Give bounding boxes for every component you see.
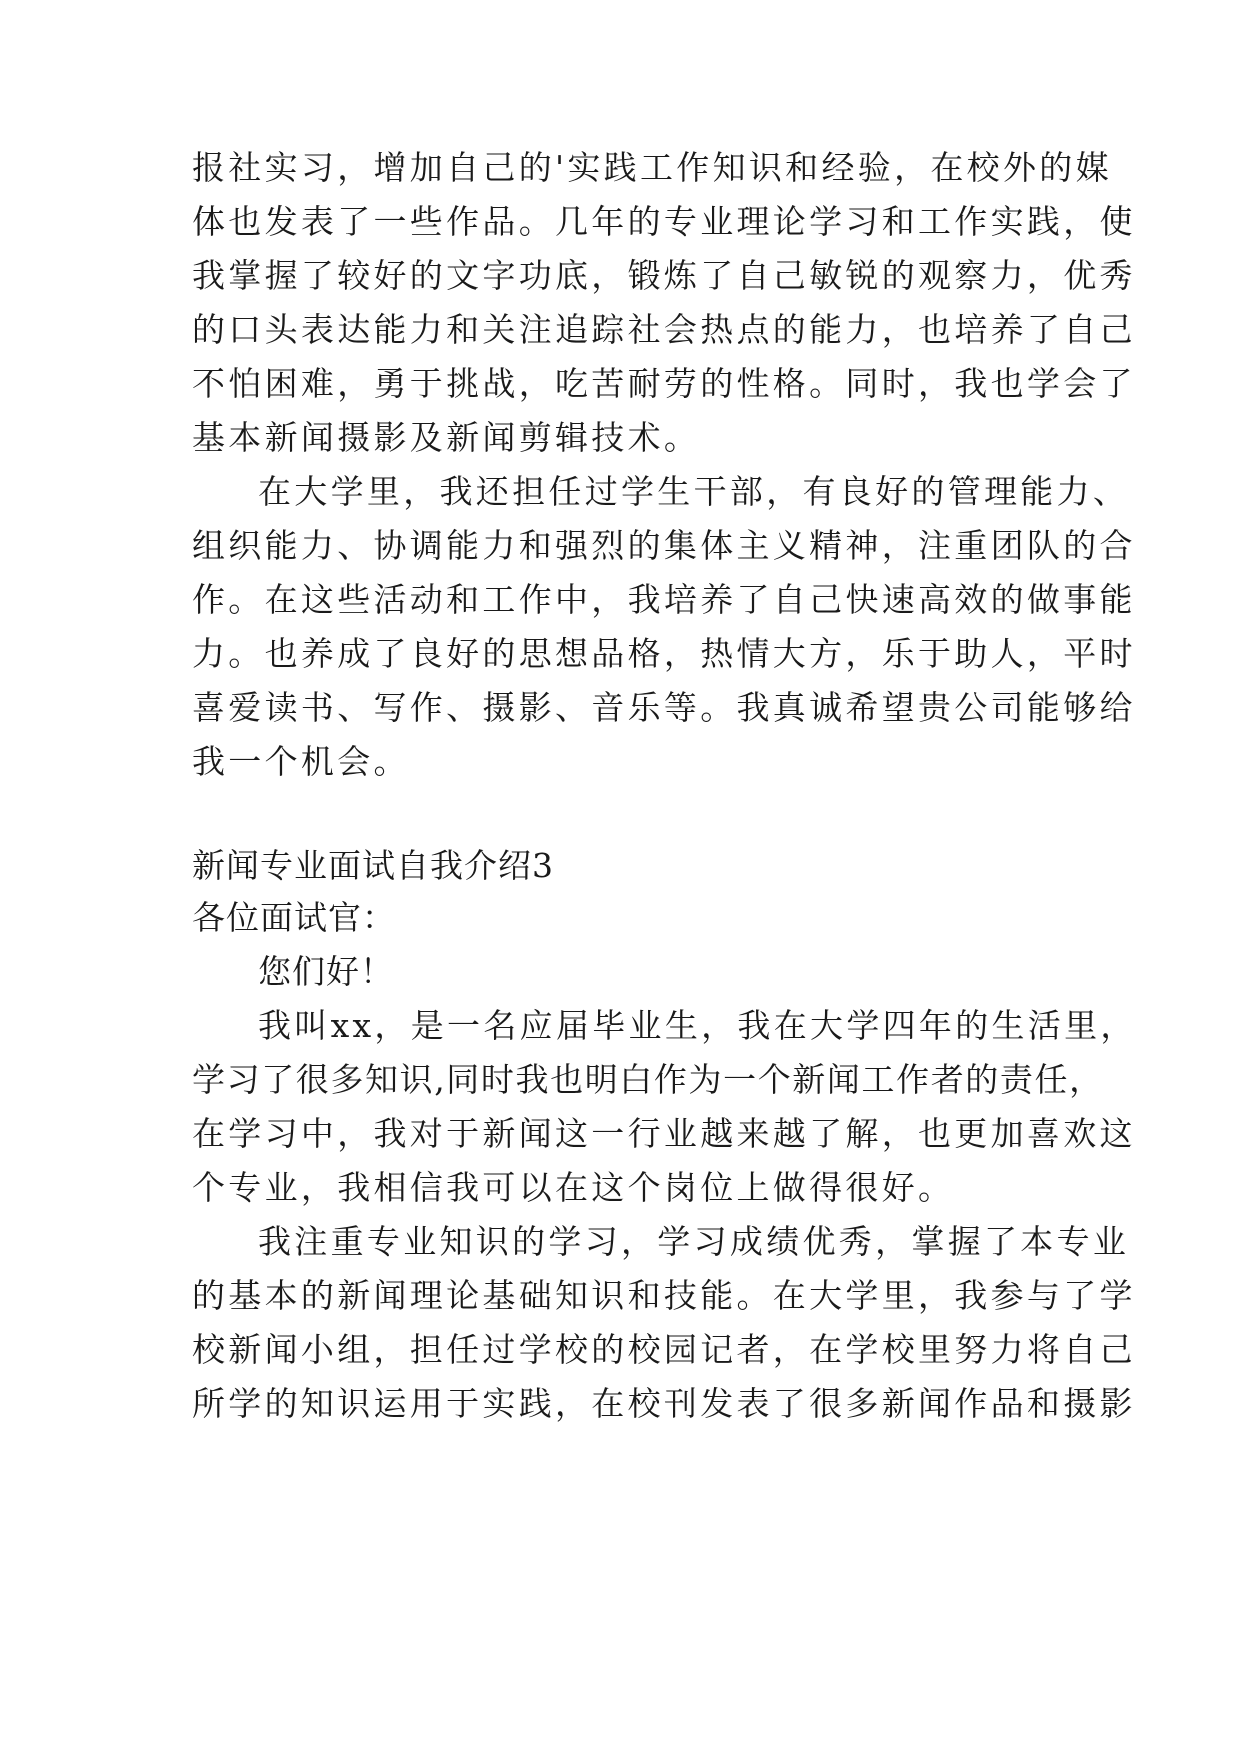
section-title: 新闻专业面试自我介绍3 bbox=[192, 846, 554, 885]
text-line: 在学习中，我对于新闻这一行业越来越了解，也更加喜欢这 bbox=[192, 1114, 1136, 1153]
text-line: 报社实习，增加自己的'实践工作知识和经验，在校外的媒 bbox=[192, 148, 1112, 187]
text-line: 我注重专业知识的学习，学习成绩优秀，掌握了本专业 bbox=[258, 1222, 1130, 1261]
text-line: 个专业，我相信我可以在这个岗位上做得很好。 bbox=[192, 1168, 955, 1207]
text-line: 力。也养成了良好的思想品格，热情大方，乐于助人，平时 bbox=[192, 634, 1136, 673]
text-line: 所学的知识运用于实践，在校刊发表了很多新闻作品和摄影 bbox=[192, 1384, 1136, 1423]
text-line: 我一个机会。 bbox=[192, 742, 410, 781]
text-line: 校新闻小组，担任过学校的校园记者，在学校里努力将自己 bbox=[192, 1330, 1136, 1369]
text-line: 喜爱读书、写作、摄影、音乐等。我真诚希望贵公司能够给 bbox=[192, 688, 1136, 727]
text-line: 学习了很多知识,同时我也明白作为一个新闻工作者的责任， bbox=[192, 1060, 1104, 1099]
text-line: 体也发表了一些作品。几年的专业理论学习和工作实践，使 bbox=[192, 202, 1136, 241]
text-line: 作。在这些活动和工作中，我培养了自己快速高效的做事能 bbox=[192, 580, 1136, 619]
text-line: 我掌握了较好的文字功底，锻炼了自己敏锐的观察力，优秀 bbox=[192, 256, 1136, 295]
text-line: 不怕困难，勇于挑战，吃苦耐劳的性格。同时，我也学会了 bbox=[192, 364, 1136, 403]
text-line: 基本新闻摄影及新闻剪辑技术。 bbox=[192, 418, 701, 457]
text-line: 组织能力、协调能力和强烈的集体主义精神，注重团队的合 bbox=[192, 526, 1136, 565]
text-line: 在大学里，我还担任过学生干部，有良好的管理能力、 bbox=[258, 472, 1130, 511]
greeting: 您们好！ bbox=[258, 952, 394, 991]
text-line: 我叫xx，是一名应届毕业生，我在大学四年的生活里， bbox=[258, 1006, 1137, 1045]
text-line: 的基本的新闻理论基础知识和技能。在大学里，我参与了学 bbox=[192, 1276, 1136, 1315]
salutation: 各位面试官： bbox=[192, 898, 396, 937]
text-line: 的口头表达能力和关注追踪社会热点的能力，也培养了自己 bbox=[192, 310, 1136, 349]
